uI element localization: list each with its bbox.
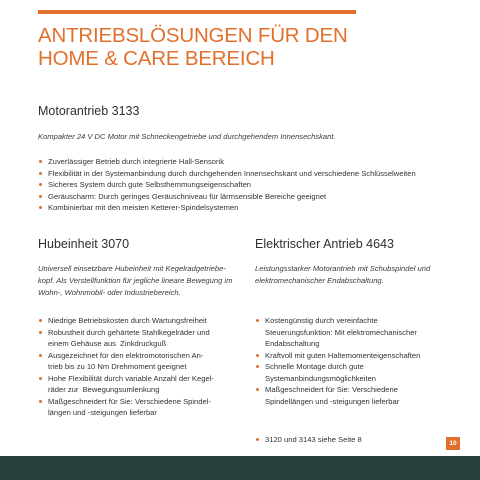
hub-feature-item-line: trieb bis zu 10 Nm Drehmoment geeignet bbox=[48, 362, 187, 371]
hub-heading: Hubeinheit 3070 bbox=[38, 237, 130, 251]
motor-heading: Motorantrieb 3133 bbox=[38, 104, 140, 118]
electric-subtitle-line: elektromechanischer Endabschaltung. bbox=[255, 276, 384, 285]
electric-note: 3120 und 3143 siehe Seite 8 bbox=[255, 434, 465, 446]
electric-feature-item-line: Kraftvoll mit guten Haltemomenteigenschaften bbox=[265, 350, 421, 360]
hub-subtitle-line: Wohn-, Wohnmobil- oder Industriebereich. bbox=[38, 288, 181, 297]
footer-bar bbox=[0, 456, 480, 480]
page-number-badge: 10 bbox=[446, 437, 460, 450]
electric-feature-item bbox=[255, 361, 465, 384]
hub-feature-item-line: Ausgezeichnet für den elektromotorischen An- bbox=[48, 350, 204, 360]
electric-feature-item bbox=[255, 384, 465, 407]
hub-feature-item bbox=[38, 396, 248, 419]
electric-subtitle bbox=[255, 263, 465, 287]
hub-feature-item-line: Niedrige Betriebskosten durch Wartungsfreiheit bbox=[48, 316, 207, 325]
electric-feature-item-line: Schnelle Montage durch gute bbox=[265, 362, 364, 371]
motor-feature-item: Sicheres System durch gute Selbsthemmungseigenschaften bbox=[38, 179, 468, 191]
hub-subtitle-line: Universell einsetzbare Hubeinheit mit Kegelradgetriebe- bbox=[38, 264, 226, 273]
motor-subtitle: Kompakter 24 V DC Motor mit Schneckengetriebe und durchgehendem Innensechskant. bbox=[38, 132, 336, 141]
hub-feature-item bbox=[38, 373, 248, 396]
electric-feature-item-line: Endabschaltung bbox=[265, 339, 320, 348]
hub-feature-item-line: Robustheit durch gehärtete Stahlkegelräder und bbox=[48, 327, 210, 337]
electric-note-list bbox=[255, 434, 465, 446]
electric-subtitle-line: Leistungsstarker Motorantrieb mit Schubspindel und bbox=[255, 264, 431, 273]
hub-feature-item bbox=[38, 327, 248, 350]
electric-feature-item-line: Kostengünstig durch vereinfachte bbox=[265, 316, 378, 325]
electric-feature-item bbox=[255, 315, 465, 350]
page-title bbox=[38, 24, 438, 70]
electric-feature-item-line: Maßgeschneidert für Sie: Verschiedene bbox=[265, 385, 398, 394]
hub-feature-item-line: Hohe Flexibilität durch variable Anzahl der Kegel- bbox=[48, 373, 214, 383]
motor-feature-item: Kombinierbar mit den meisten Ketterer-Spindelsystemen bbox=[38, 202, 468, 214]
hub-feature-item bbox=[38, 350, 248, 373]
motor-feature-item: Zuverlässiger Betrieb durch integrierte Hall-Sensorik bbox=[38, 156, 468, 168]
hub-subtitle bbox=[38, 263, 248, 299]
electric-feature-item-line: Spindellängen und -steigungen lieferbar bbox=[265, 396, 400, 406]
hub-feature-list bbox=[38, 315, 248, 419]
motor-feature-list bbox=[38, 156, 468, 214]
electric-feature-list bbox=[255, 315, 465, 407]
electric-feature-item-line: Systemanbindungsmöglichkeiten bbox=[265, 373, 377, 383]
page-title-line-2: HOME & CARE BEREICH bbox=[38, 47, 275, 70]
hub-feature-item bbox=[38, 315, 248, 327]
hub-feature-item-line: einem Gehäuse aus Zinkdruckguß bbox=[48, 339, 167, 348]
electric-feature-item-line: Steuerungsfunktion: Mit elektromechanischer bbox=[265, 327, 417, 337]
hub-feature-item-line: räder zur Bewegungsumlenkung bbox=[48, 385, 160, 394]
electric-heading: Elektrischer Antrieb 4643 bbox=[255, 237, 394, 251]
electric-feature-item bbox=[255, 350, 465, 362]
motor-feature-item: Flexibilität in der Systemanbindung durch durchgehenden Innensechskant und verschiedene Schlüsselweiten bbox=[38, 168, 468, 180]
page-title-line-1: ANTRIEBSLÖSUNGEN FÜR DEN bbox=[38, 24, 348, 47]
hub-feature-item-line: Maßgeschneidert für Sie: Verschiedene Spindel- bbox=[48, 396, 211, 406]
motor-feature-item: Geräuscharm: Durch geringes Geräuschniveau für lärmsensible Bereiche geeignet bbox=[38, 191, 468, 203]
top-accent-bar bbox=[38, 10, 356, 14]
hub-subtitle-line: kopf. Als Verstellfunktion für jegliche lineare Bewegung im bbox=[38, 276, 233, 285]
hub-feature-item-line: längen und -steigungen lieferbar bbox=[48, 408, 157, 417]
